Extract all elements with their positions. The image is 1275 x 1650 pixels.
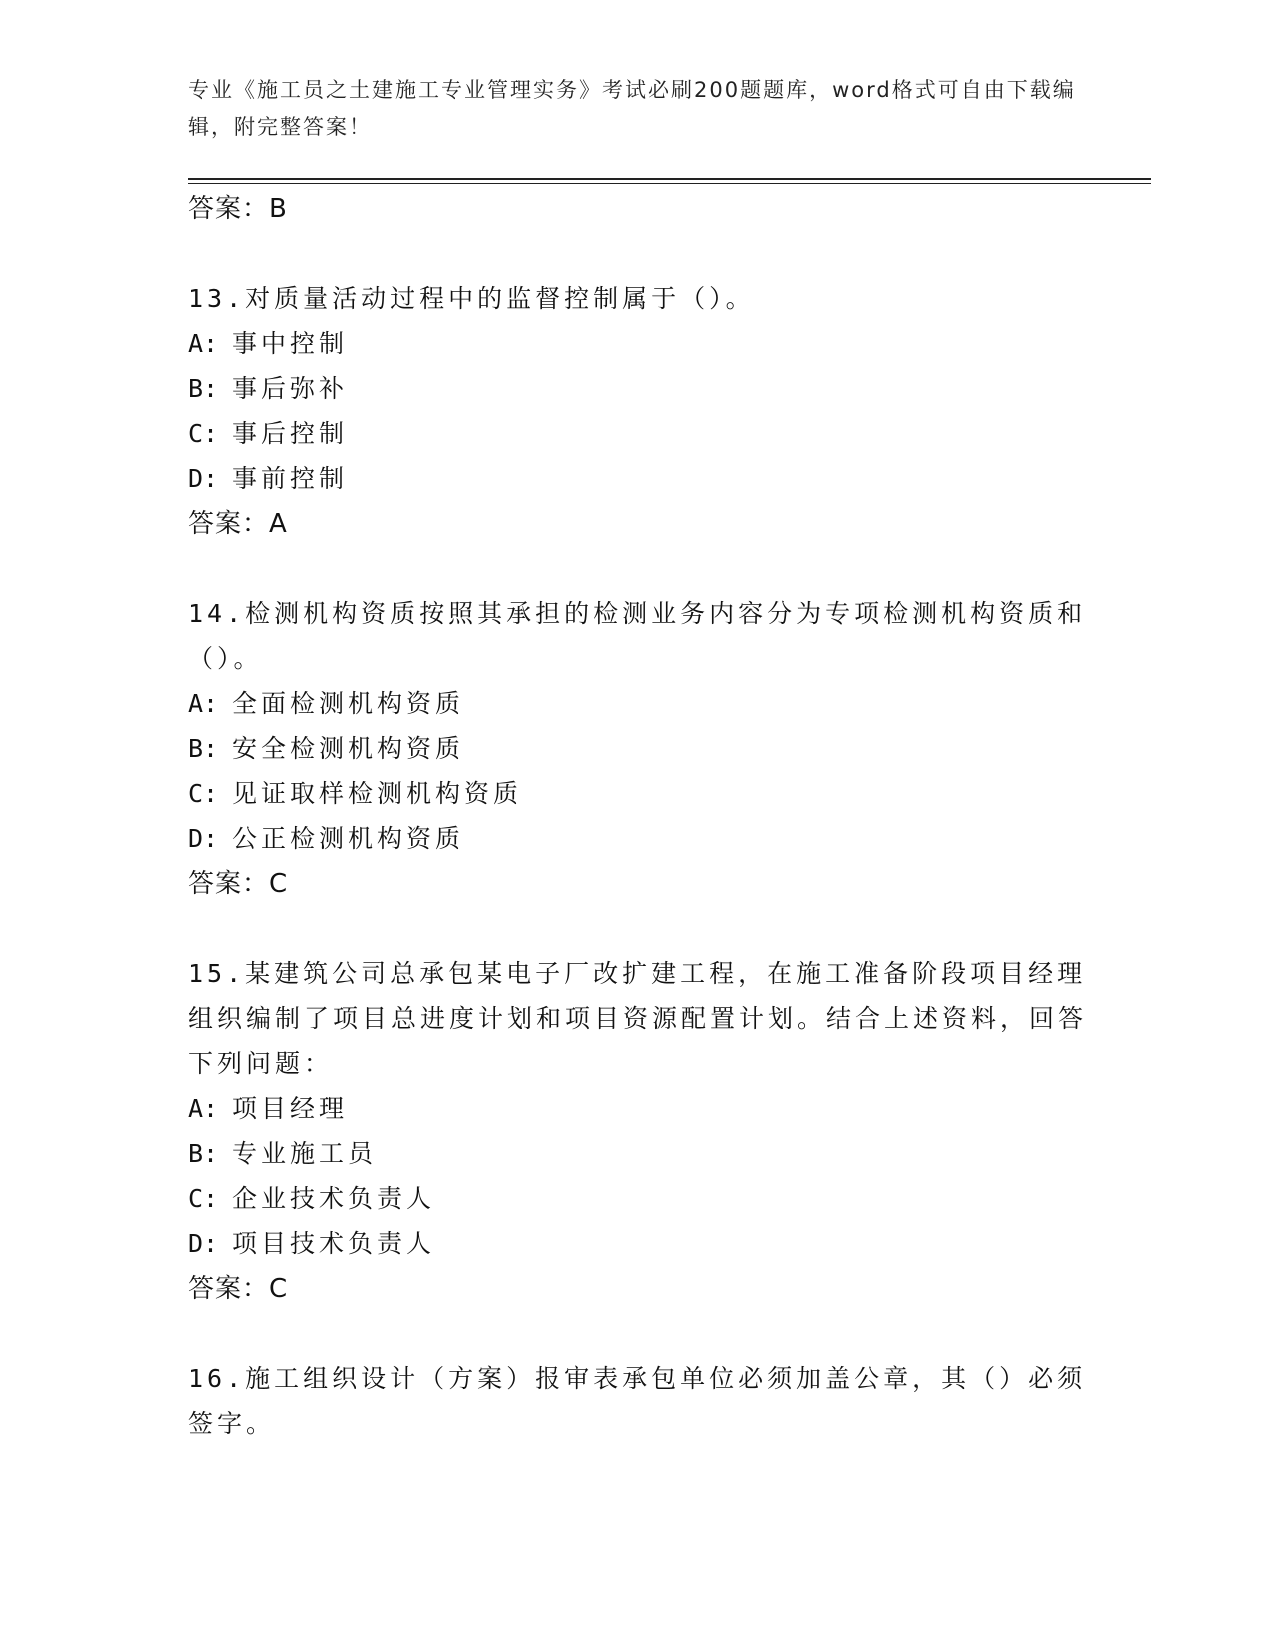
option-c: [188, 1176, 1088, 1221]
option-c: [188, 411, 1088, 456]
option-b: [188, 726, 1088, 771]
option-d: [188, 816, 1088, 861]
option-letter: A:: [188, 329, 219, 358]
question-block: [188, 951, 1088, 1312]
header-divider: [188, 178, 1151, 180]
option-text: 事后控制: [232, 419, 349, 448]
option-text: 专业施工员: [232, 1139, 378, 1168]
option-text: 事中控制: [232, 329, 349, 358]
question-text: 15.某建筑公司总承包某电子厂改扩建工程，在施工准备阶段项目经理组织编制了项目总进度计划和项目资源配置计划。结合上述资料，回答下列问题：: [188, 959, 1088, 1078]
option-b: [188, 366, 1088, 411]
option-text: 公正检测机构资质: [232, 824, 465, 853]
option-b: [188, 1131, 1088, 1176]
question-block: [188, 276, 1088, 547]
option-text: 事前控制: [232, 464, 349, 493]
question-text: 13.对质量活动过程中的监督控制属于（）。: [188, 284, 755, 313]
option-letter: B:: [188, 374, 219, 403]
question-block: [188, 1356, 1088, 1446]
option-letter: D:: [188, 824, 219, 853]
option-text: 企业技术负责人: [232, 1184, 436, 1213]
option-letter: B:: [188, 734, 219, 763]
option-a: [188, 681, 1088, 726]
answer-line: 答案：C: [188, 1274, 289, 1304]
option-letter: D:: [188, 464, 219, 493]
question-text: 16.施工组织设计（方案）报审表承包单位必须加盖公章，其（）必须签字。: [188, 1364, 1087, 1438]
option-letter: A:: [188, 1094, 219, 1123]
option-letter: A:: [188, 689, 219, 718]
option-text: 见证取样检测机构资质: [232, 779, 523, 808]
page-header: 专业《施工员之土建施工专业管理实务》考试必刷200题题库，word格式可自由下载编辑，附完整答案！: [188, 78, 1076, 139]
answer-line: 答案：B: [188, 194, 288, 224]
option-d: [188, 1221, 1088, 1266]
option-letter: B:: [188, 1139, 219, 1168]
option-d: [188, 456, 1088, 501]
option-text: 项目技术负责人: [232, 1229, 436, 1258]
question-block: [188, 591, 1088, 907]
option-letter: C:: [188, 1184, 219, 1213]
option-c: [188, 771, 1088, 816]
option-letter: C:: [188, 779, 219, 808]
question-text: 14.检测机构资质按照其承担的检测业务内容分为专项检测机构资质和（）。: [188, 599, 1087, 673]
option-text: 项目经理: [232, 1094, 349, 1123]
option-letter: C:: [188, 419, 219, 448]
option-letter: D:: [188, 1229, 219, 1258]
header-divider-thin: [188, 183, 1151, 184]
option-a: [188, 1086, 1088, 1131]
option-text: 事后弥补: [232, 374, 349, 403]
answer-line: 答案：C: [188, 869, 289, 899]
option-a: [188, 321, 1088, 366]
document-body: [188, 186, 1088, 1446]
option-text: 安全检测机构资质: [232, 734, 465, 763]
option-text: 全面检测机构资质: [232, 689, 465, 718]
answer-line: 答案：A: [188, 509, 288, 539]
